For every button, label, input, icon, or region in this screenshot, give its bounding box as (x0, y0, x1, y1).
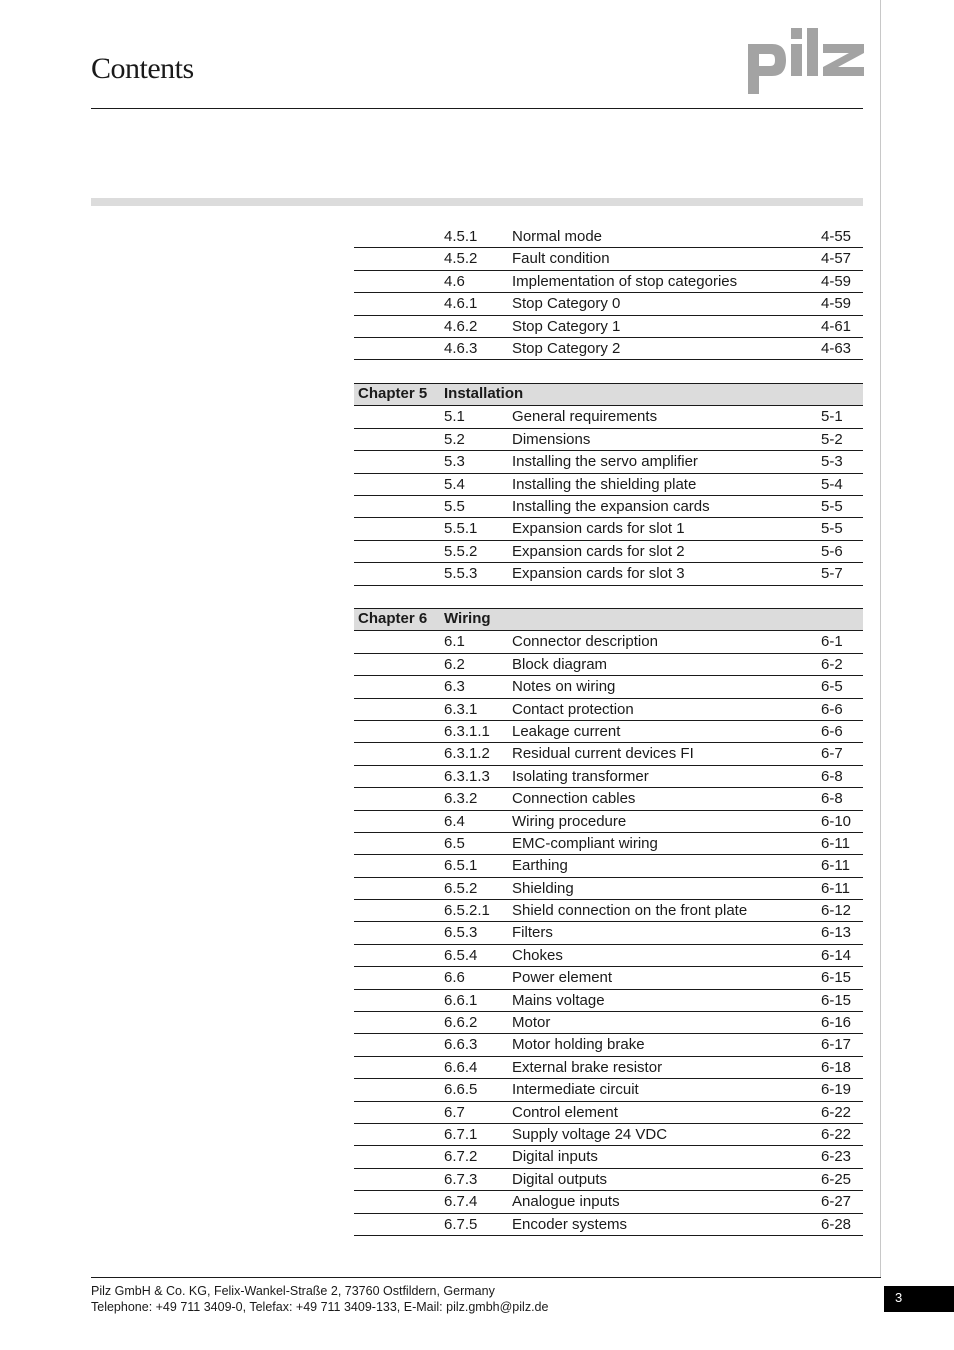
toc-title: Digital inputs (512, 1148, 598, 1166)
toc-row[interactable] (354, 496, 863, 518)
toc-page: 4-61 (821, 317, 852, 335)
toc-num: 6.5.1 (444, 857, 478, 875)
toc-page: 5-5 (821, 520, 843, 538)
toc-title: External brake resistor (512, 1058, 663, 1076)
footer-line-1: Pilz GmbH & Co. KG, Felix-Wankel-Straße 2, 73760 Ostfildern, Germany (91, 1284, 495, 1298)
page-title: Contents (91, 52, 194, 85)
toc-page: 6-8 (821, 767, 843, 785)
toc-row[interactable] (354, 743, 863, 765)
toc-num: 6.6.5 (444, 1081, 478, 1099)
toc-row[interactable] (354, 833, 863, 855)
toc-title: Residual current devices FI (512, 745, 694, 763)
toc-row[interactable] (354, 788, 863, 810)
toc-row[interactable] (354, 1034, 863, 1056)
toc-page: 6-6 (821, 722, 843, 740)
toc-row[interactable] (354, 1191, 863, 1213)
toc-title: Motor holding brake (512, 1036, 645, 1054)
toc-row[interactable] (354, 226, 863, 248)
toc-num: 6.5 (444, 834, 465, 852)
toc-row[interactable] (354, 541, 863, 563)
toc-num: 6.7.5 (444, 1215, 478, 1233)
toc-row[interactable] (354, 1057, 863, 1079)
toc-page: 6-6 (821, 700, 843, 718)
toc-row[interactable] (354, 721, 863, 743)
toc-row[interactable] (354, 654, 863, 676)
toc-page: 6-1 (821, 633, 843, 651)
chapter-title: Wiring (444, 610, 491, 627)
toc-num: 4.6.2 (444, 317, 478, 335)
toc-num: 4.6 (444, 272, 465, 290)
toc-page: 6-11 (821, 857, 850, 875)
toc-num: 5.2 (444, 430, 465, 448)
toc-title: Encoder systems (512, 1215, 628, 1233)
right-margin-rule (880, 0, 881, 1277)
toc-row[interactable] (354, 878, 863, 900)
toc-num: 4.5.1 (444, 228, 478, 245)
chapter-header[interactable] (354, 608, 863, 631)
toc-num: 6.6.2 (444, 1014, 478, 1032)
toc-num: 6.4 (444, 812, 465, 830)
toc-title: Analogue inputs (512, 1193, 620, 1211)
toc-title: Notes on wiring (512, 678, 616, 696)
toc-title: Stop Category 2 (512, 339, 621, 357)
toc-row[interactable] (354, 900, 863, 922)
toc-row[interactable] (354, 406, 863, 428)
toc-row[interactable] (354, 811, 863, 833)
toc-title: Shield connection on the front plate (512, 902, 748, 920)
toc-row[interactable] (354, 1169, 863, 1191)
toc-title: Stop Category 0 (512, 295, 621, 313)
toc-page: 6-5 (821, 678, 843, 696)
toc-page: 6-7 (821, 745, 843, 763)
toc-page: 6-13 (821, 924, 852, 942)
toc-num: 5.5.2 (444, 542, 478, 560)
toc-page: 6-15 (821, 969, 852, 987)
toc-row[interactable] (354, 766, 863, 788)
toc-row[interactable] (354, 1124, 863, 1146)
toc-page: 6-22 (821, 1125, 852, 1143)
toc-title: Fault condition (512, 250, 610, 268)
toc-page: 6-28 (821, 1215, 852, 1233)
toc-row[interactable] (354, 676, 863, 698)
toc-num: 6.3 (444, 678, 465, 696)
toc-page: 4-63 (821, 339, 852, 357)
toc-row[interactable] (354, 1102, 863, 1124)
toc-page: 6-14 (821, 946, 852, 964)
pilz-logo (748, 28, 864, 94)
toc-num: 5.3 (444, 453, 465, 471)
footer-address (91, 1283, 548, 1315)
toc-page: 5-2 (821, 430, 843, 448)
toc-num: 6.5.4 (444, 946, 478, 964)
toc-num: 6.3.2 (444, 790, 478, 808)
toc-title: Control element (512, 1103, 618, 1121)
toc-num: 6.3.1 (444, 700, 478, 718)
toc-row[interactable] (354, 1214, 863, 1236)
toc-row[interactable] (354, 316, 863, 338)
toc-title: Shielding (512, 879, 574, 897)
toc-num: 6.2 (444, 655, 465, 673)
toc-title: Installing the servo amplifier (512, 453, 698, 471)
toc-page: 6-27 (821, 1193, 852, 1211)
toc-chapter-6 (354, 608, 863, 1236)
toc-title: Connection cables (512, 790, 636, 808)
toc-page: 5-3 (821, 453, 843, 471)
toc-page: 6-22 (821, 1103, 852, 1121)
toc-page: 6-19 (821, 1081, 852, 1099)
toc-page: 4-55 (821, 228, 852, 245)
toc-num: 6.5.2.1 (444, 902, 490, 920)
toc-title: Earthing (512, 857, 568, 875)
toc-row[interactable] (354, 248, 863, 270)
toc-row[interactable] (354, 855, 863, 877)
toc-page: 6-17 (821, 1036, 852, 1054)
toc-num: 6.6.4 (444, 1058, 478, 1076)
toc-num: 5.5 (444, 497, 465, 515)
toc-num: 6.7 (444, 1103, 465, 1121)
toc-page: 5-7 (821, 565, 843, 583)
toc-title: EMC-compliant wiring (512, 834, 658, 852)
toc-num: 5.5.3 (444, 565, 478, 583)
toc-num: 6.7.1 (444, 1125, 478, 1143)
toc-num: 5.5.1 (444, 520, 478, 538)
toc-num: 6.6 (444, 969, 465, 987)
toc-row[interactable] (354, 990, 863, 1012)
toc-row[interactable] (354, 945, 863, 967)
toc-row[interactable] (354, 631, 863, 653)
toc-title: Installing the expansion cards (512, 497, 710, 515)
toc-num: 5.1 (444, 408, 465, 426)
toc-title: General requirements (512, 408, 658, 426)
toc-row[interactable] (354, 563, 863, 585)
toc-page: 6-25 (821, 1170, 852, 1188)
toc-row[interactable] (354, 1146, 863, 1168)
title-underline (91, 108, 863, 109)
toc-row[interactable] (354, 967, 863, 989)
toc-page: 5-5 (821, 497, 843, 515)
toc-num: 6.3.1.3 (444, 767, 490, 785)
toc-page: 6-2 (821, 655, 843, 673)
chapter-label: Chapter 6 (358, 610, 428, 627)
toc-num: 4.6.1 (444, 295, 478, 313)
toc-title: Leakage current (512, 722, 621, 740)
footer-rule (91, 1277, 881, 1278)
toc-page: 6-16 (821, 1014, 852, 1032)
toc-page: 5-4 (821, 475, 843, 493)
toc-num: 6.7.4 (444, 1193, 478, 1211)
toc-page: 6-11 (821, 879, 850, 897)
toc-title: Power element (512, 969, 613, 987)
chapter-title: Installation (444, 385, 524, 402)
toc-page: 6-18 (821, 1058, 852, 1076)
toc-num: 5.4 (444, 475, 465, 493)
toc-page: 4-59 (821, 272, 852, 290)
toc-num: 6.5.3 (444, 924, 478, 942)
toc-title: Supply voltage 24 VDC (512, 1125, 668, 1143)
toc-num: 6.3.1.2 (444, 745, 490, 763)
toc-page: 6-10 (821, 812, 852, 830)
toc-title: Block diagram (512, 655, 608, 673)
toc-title: Dimensions (512, 430, 591, 448)
toc-title: Stop Category 1 (512, 317, 621, 335)
chapter-label: Chapter 5 (358, 385, 428, 402)
toc-title: Normal mode (512, 228, 603, 245)
toc-num: 6.3.1.1 (444, 722, 490, 740)
toc-title: Implementation of stop categories (512, 272, 738, 290)
toc-title: Connector description (512, 633, 658, 651)
toc-row[interactable] (354, 1012, 863, 1034)
toc-row[interactable] (354, 474, 863, 496)
toc-chapter-5 (354, 383, 863, 586)
toc-row[interactable] (354, 451, 863, 473)
toc-block-continuation (354, 226, 863, 360)
toc-row[interactable] (354, 1079, 863, 1101)
toc-page: 6-12 (821, 902, 852, 920)
toc-row[interactable] (354, 518, 863, 540)
toc-page: 6-23 (821, 1148, 852, 1166)
toc-row[interactable] (354, 699, 863, 721)
toc-title: Expansion cards for slot 3 (512, 565, 685, 583)
toc-page: 6-15 (821, 991, 852, 1009)
toc-title: Filters (512, 924, 553, 942)
toc-num: 4.5.2 (444, 250, 478, 268)
toc-page: 5-1 (821, 408, 843, 426)
toc-title: Motor (512, 1014, 551, 1032)
toc-num: 6.7.3 (444, 1170, 478, 1188)
page-number-box (884, 1286, 954, 1312)
toc-num: 6.1 (444, 633, 465, 651)
toc-title: Installing the shielding plate (512, 475, 697, 493)
page-number: 3 (895, 1290, 903, 1305)
toc-row[interactable] (354, 429, 863, 451)
toc-num: 6.6.3 (444, 1036, 478, 1054)
toc-row[interactable] (354, 293, 863, 315)
toc-title: Expansion cards for slot 1 (512, 520, 685, 538)
toc-page: 5-6 (821, 542, 843, 560)
toc-page: 6-11 (821, 834, 850, 852)
toc-row[interactable] (354, 338, 863, 360)
toc-row[interactable] (354, 922, 863, 944)
toc-title: Intermediate circuit (512, 1081, 639, 1099)
toc-title: Chokes (512, 946, 563, 964)
toc-title: Expansion cards for slot 2 (512, 542, 685, 560)
toc-page: 4-59 (821, 295, 852, 313)
toc-num: 6.5.2 (444, 879, 478, 897)
toc-num: 6.7.2 (444, 1148, 478, 1166)
chapter-header[interactable] (354, 383, 863, 406)
footer-line-2: Telephone: +49 711 3409-0, Telefax: +49 711 3409-133, E-Mail: pilz.gmbh@pilz.de (91, 1300, 549, 1314)
toc-title: Mains voltage (512, 991, 605, 1009)
section-band (91, 198, 863, 206)
toc-num: 6.6.1 (444, 991, 478, 1009)
toc-num: 4.6.3 (444, 339, 478, 357)
toc-row[interactable] (354, 271, 863, 293)
toc-title: Digital outputs (512, 1170, 608, 1188)
toc-page: 4-57 (821, 250, 852, 268)
toc-page: 6-8 (821, 790, 843, 808)
toc-title: Isolating transformer (512, 767, 649, 785)
toc-title: Wiring procedure (512, 812, 627, 830)
toc-title: Contact protection (512, 700, 634, 718)
